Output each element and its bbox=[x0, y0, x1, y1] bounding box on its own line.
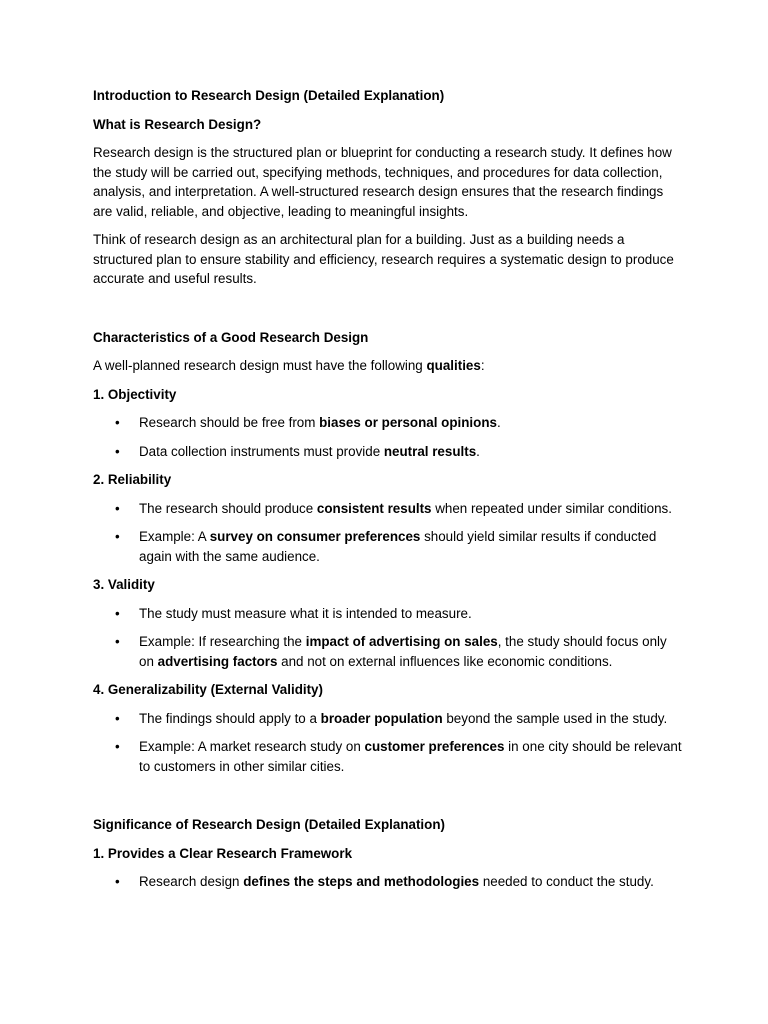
list-item: • Data collection instruments must provide neutral results. bbox=[93, 442, 683, 462]
bullet-icon: • bbox=[115, 634, 120, 649]
validity-heading: 3. Validity bbox=[93, 577, 155, 592]
reliability-heading: 2. Reliability bbox=[93, 472, 172, 487]
list-item: • Example: A survey on consumer preferences should yield similar results if conducted again with the same audience. bbox=[115, 529, 657, 564]
list-item: • Example: A market research study on customer preferences in one city should be relevant to customers in other similar cities. bbox=[115, 739, 682, 774]
validity-list bbox=[93, 604, 683, 672]
document-body bbox=[93, 86, 683, 901]
characteristics-intro: A well-planned research design must have the following qualities: bbox=[93, 358, 485, 373]
bullet-icon: • bbox=[115, 710, 120, 726]
document-title: Introduction to Research Design (Detailed Explanation) bbox=[93, 88, 445, 103]
significance-heading: Significance of Research Design (Detailed Explanation) bbox=[93, 817, 445, 832]
what-heading: What is Research Design? bbox=[93, 116, 262, 132]
bullet-icon: • bbox=[115, 443, 120, 459]
section-spacer bbox=[93, 785, 683, 815]
section-spacer bbox=[93, 298, 683, 328]
list-item: • Research design defines the steps and methodologies needed to conduct the study. bbox=[93, 872, 683, 892]
list-item: • Research should be free from biases or personal opinions. bbox=[93, 413, 683, 433]
framework-heading: 1. Provides a Clear Research Framework bbox=[93, 845, 353, 861]
generalizability-list bbox=[93, 709, 683, 777]
bullet-icon: • bbox=[115, 874, 120, 889]
bullet-icon: • bbox=[115, 529, 120, 544]
objectivity-list bbox=[93, 413, 683, 461]
paragraph-definition: Research design is the structured plan or blueprint for conducting a research study. It defines how the study will be carried out, specifying methods, techniques, and procedures for data collection, analysis, and interpretation. A well-structured research design ensures that the research findings are valid, reliable, and objective, leading to meaningful insights. bbox=[93, 145, 672, 219]
list-item: • The study must measure what it is intended to measure. bbox=[93, 604, 683, 624]
reliability-list bbox=[93, 499, 683, 567]
bullet-icon: • bbox=[115, 739, 120, 754]
generalizability-heading: 4. Generalizability (External Validity) bbox=[93, 682, 323, 697]
bullet-icon: • bbox=[115, 605, 120, 621]
list-item: • The research should produce consistent results when repeated under similar conditions. bbox=[93, 499, 683, 519]
list-item: • The findings should apply to a broader population beyond the sample used in the study. bbox=[93, 709, 683, 729]
framework-list bbox=[93, 872, 683, 892]
characteristics-heading: Characteristics of a Good Research Design bbox=[93, 329, 369, 345]
paragraph-analogy: Think of research design as an architectural plan for a building. Just as a building needs a structured plan to ensure stability and efficiency, research requires a systematic design to produce accurate and useful results. bbox=[93, 232, 674, 286]
bullet-icon: • bbox=[115, 415, 120, 430]
list-item: • Example: If researching the impact of advertising on sales, the study should focus only on advertising factors and not on external influences like economic conditions. bbox=[115, 634, 667, 669]
objectivity-heading: 1. Objectivity bbox=[93, 386, 177, 402]
bullet-icon: • bbox=[115, 500, 120, 516]
